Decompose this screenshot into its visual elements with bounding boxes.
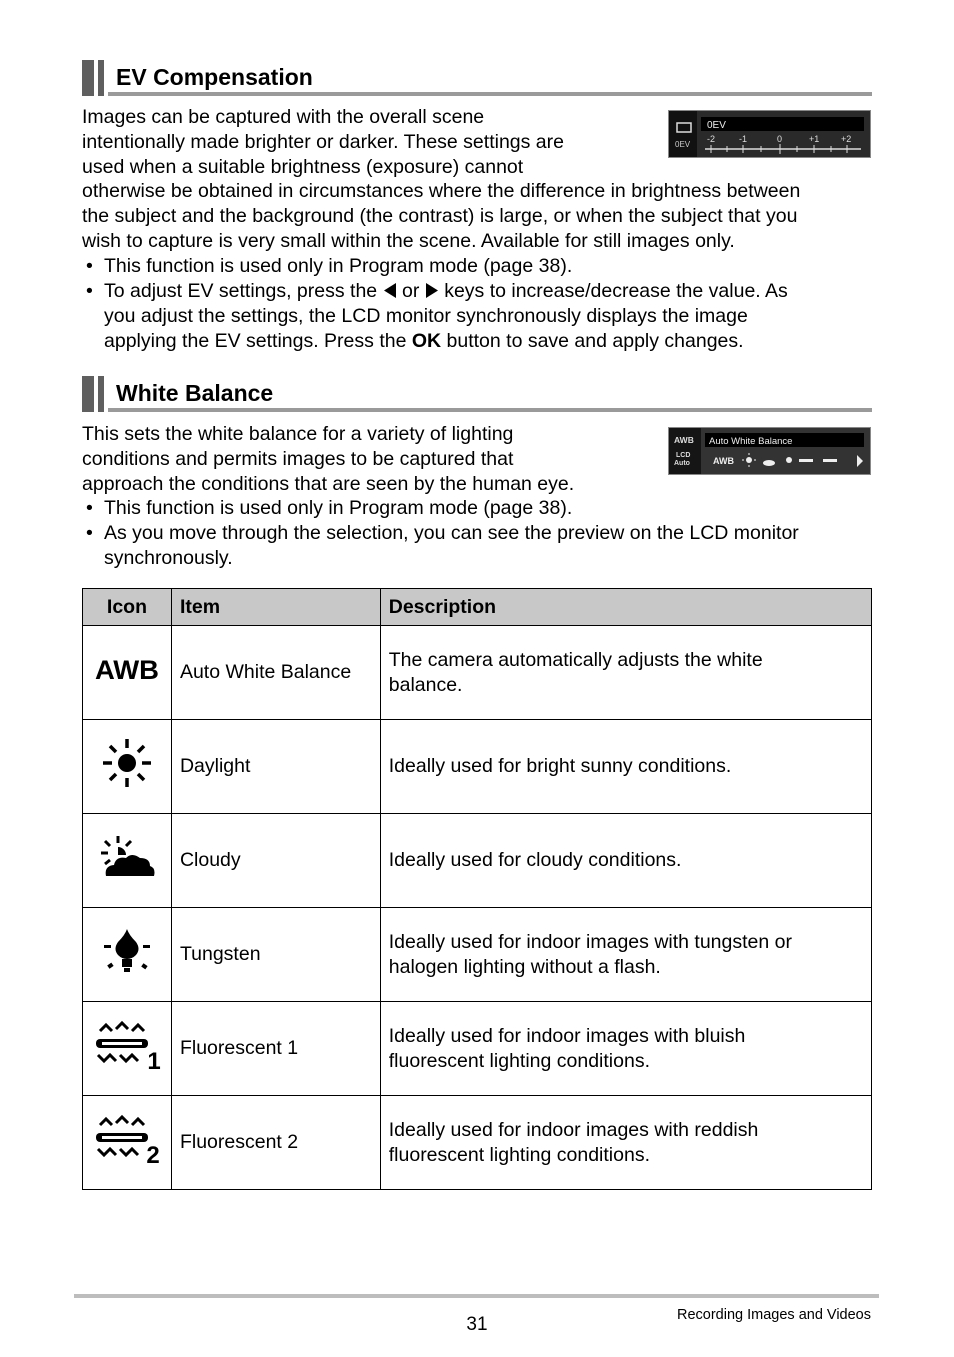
table-row <box>83 908 872 1002</box>
description-cell <box>380 814 871 908</box>
wb-side-auto: Auto <box>674 460 690 467</box>
fluorescent-1-icon <box>799 459 813 462</box>
table-row <box>83 1096 872 1190</box>
ev-intro-line: the subject and the background (the contrast) is large, or when the subject that you <box>82 205 798 228</box>
ev-side-label: 0EV <box>675 140 691 149</box>
wb-bullet-item <box>82 521 862 571</box>
icon-cell <box>83 814 172 908</box>
bullet-dot: • <box>86 280 93 302</box>
wb-bullet-line: synchronously. <box>104 546 233 569</box>
icon-cell <box>83 626 172 720</box>
description-line: Ideally used for cloudy conditions. <box>388 849 682 872</box>
heading-rule <box>108 408 872 412</box>
ev-scale-tick-label: +1 <box>809 134 820 144</box>
ev-section-title: EV Compensation <box>116 64 313 90</box>
wb-bullet-line: As you move through the selection, you can see the preview on the LCD monitor <box>104 522 799 544</box>
item-cell: Cloudy <box>171 814 380 908</box>
ev-scale-tick-label: -2 <box>707 134 716 144</box>
icon-cell <box>83 720 172 814</box>
wb-bullet-text: This function is used only in Program mode (page 38). <box>104 497 573 519</box>
svg-text:1: 1 <box>147 1048 161 1072</box>
table-row <box>83 720 872 814</box>
left-arrow-key-icon <box>383 283 397 298</box>
icon-cell <box>83 1096 172 1190</box>
sun-icon <box>99 737 155 789</box>
description-line: balance. <box>388 673 463 696</box>
bullet-dot: • <box>86 255 93 277</box>
white-balance-table <box>82 588 872 1190</box>
wb-bullet-item <box>82 496 862 521</box>
ev-intro-line: intentionally made brighter or darker. These settings are <box>82 130 564 153</box>
heading-bar-decoration <box>98 60 104 96</box>
bulb-icon <box>786 457 792 463</box>
heading-bar-decoration <box>98 376 104 412</box>
icon-cell <box>83 1002 172 1096</box>
heading-bar-decoration <box>82 376 94 412</box>
wb-screen-graphic <box>669 428 870 474</box>
item-cell: Auto White Balance <box>171 626 380 720</box>
ok-button-label: OK <box>411 329 442 352</box>
ev-bullet-line <box>104 279 862 304</box>
cloud-icon <box>96 834 158 880</box>
wb-row-awb: AWB <box>713 456 734 466</box>
ev-intro-line: wish to capture is very small within the scene. Available for still images only. <box>82 229 735 252</box>
ev-intro-line: used when a suitable brightness (exposure) cannot <box>82 155 524 178</box>
table-row <box>83 814 872 908</box>
description-cell <box>380 720 871 814</box>
ev-bullet-text: keys to increase/decrease the value. As <box>444 280 788 302</box>
ev-scale-tick-label: -1 <box>739 134 748 144</box>
ev-scale-tick-label: +2 <box>841 134 852 144</box>
fluorescent-2-icon <box>92 1113 162 1165</box>
description-cell <box>380 1002 871 1096</box>
description-line: Ideally used for indoor images with bluish <box>388 1024 746 1047</box>
ev-section-heading <box>82 60 872 96</box>
item-cell: Tungsten <box>171 908 380 1002</box>
ev-bullet-item <box>82 279 862 353</box>
item-cell: Fluorescent 2 <box>171 1096 380 1190</box>
table-row <box>83 626 872 720</box>
column-header-description: Description <box>380 589 871 626</box>
description-line: Ideally used for bright sunny conditions. <box>388 755 732 778</box>
ev-screen-graphic <box>669 111 870 157</box>
description-line: fluorescent lighting conditions. <box>388 1143 650 1166</box>
icon-cell <box>83 908 172 1002</box>
wb-banner-label: Auto White Balance <box>709 436 793 447</box>
column-header-item: Item <box>171 589 380 626</box>
ev-bullet-text: This function is used only in Program mode (page 38). <box>104 255 573 277</box>
wb-intro-line: This sets the white balance for a variety of lighting <box>82 423 514 445</box>
ev-bullet-item <box>82 254 862 279</box>
fluorescent-1-icon <box>92 1019 162 1071</box>
description-line: halogen lighting without a flash. <box>388 955 661 978</box>
svg-text:2: 2 <box>146 1142 160 1166</box>
running-title: Recording Images and Videos <box>677 1307 871 1323</box>
ev-intro-line: Images can be captured with the overall scene <box>82 106 485 128</box>
bulb-icon <box>99 925 155 977</box>
awb-icon <box>92 649 162 689</box>
description-line: fluorescent lighting conditions. <box>388 1049 650 1072</box>
table-row <box>83 1002 872 1096</box>
ev-value-label: 0EV <box>707 120 726 131</box>
ev-bullet-text: or <box>402 280 420 302</box>
column-header-icon: Icon <box>83 589 172 626</box>
right-arrow-key-icon <box>425 283 439 298</box>
ev-intro-line: otherwise be obtained in circumstances where the difference in brightness between <box>82 180 801 203</box>
wb-section-heading <box>82 376 872 412</box>
description-cell <box>380 1096 871 1190</box>
svg-text:AWB: AWB <box>94 655 159 686</box>
ev-bullet-text: To adjust EV settings, press the <box>104 280 378 302</box>
ev-screen-thumbnail <box>668 110 871 158</box>
heading-rule <box>108 92 872 96</box>
heading-bar-decoration <box>82 60 94 96</box>
sun-icon <box>746 457 752 463</box>
description-line: Ideally used for indoor images with reddish <box>388 1118 759 1141</box>
footer-rule <box>74 1294 879 1298</box>
description-cell <box>380 908 871 1002</box>
wb-side-awb: AWB <box>674 435 694 445</box>
page-number: 31 <box>466 1314 488 1335</box>
ev-bullet-text: button to save and apply changes. <box>446 329 744 352</box>
ev-bullet-line <box>104 329 862 354</box>
fluorescent-2-icon <box>823 459 837 462</box>
ev-bullet-line: you adjust the settings, the LCD monitor synchronously displays the image <box>104 304 748 327</box>
item-cell: Fluorescent 1 <box>171 1002 380 1096</box>
bullet-dot: • <box>86 522 93 544</box>
item-cell: Daylight <box>171 720 380 814</box>
ev-scale-tick-label: 0 <box>777 134 783 144</box>
wb-intro-line: conditions and permits images to be captured that <box>82 447 514 470</box>
wb-intro-paragraph <box>82 422 574 496</box>
description-line: The camera automatically adjusts the white <box>388 648 763 671</box>
description-line: Ideally used for indoor images with tungsten or <box>388 930 792 953</box>
wb-intro-line: approach the conditions that are seen by the human eye. <box>82 472 575 495</box>
cloud-icon <box>763 460 775 466</box>
wb-section-title: White Balance <box>116 380 274 406</box>
bullet-dot: • <box>86 497 93 519</box>
wb-screen-thumbnail <box>668 427 871 475</box>
description-cell <box>380 626 871 720</box>
wb-side-lcd: LCD <box>676 452 691 459</box>
ev-bullet-text: applying the EV settings. Press the <box>104 329 407 352</box>
table-header-row <box>83 589 872 626</box>
